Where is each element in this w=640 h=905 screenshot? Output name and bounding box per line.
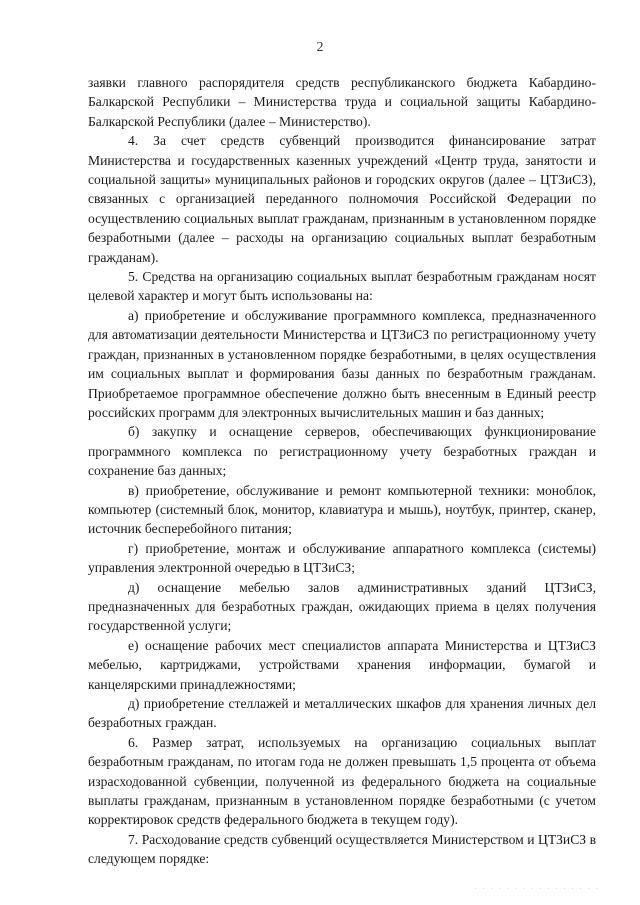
subitem-d-2: д) приобретение стеллажей и металлических шкафов для хранения личных дел безработных граждан.	[88, 696, 596, 731]
paragraph-item-5: 5. Средства на организацию социальных выплат безработным гражданам носят целевой характер и могут быть использованы на:	[88, 269, 596, 304]
subitem-v: в) приобретение, обслуживание и ремонт компьютерной техники: моноблок, компьютер (системный блок, монитор, клавиатура и мышь), ноутбук, принтер, сканер, источник бесперебойного питания;	[88, 482, 596, 537]
paragraph-item-6: 6. Размер затрат, используемых на организацию социальных выплат безработным гражданам, по итогам года не должен превышать 1,5 процента от объема израсходованной субвенции, полученной из федерального бюджета на социальные выплаты гражданам, признанным в установленном порядке безработными (с учетом корректировок средств федерального бюджета в текущем году).	[88, 734, 596, 828]
document-body	[88, 73, 596, 869]
paragraph-item-4: 4. За счет средств субвенций производится финансирование затрат Министерства и государственных казенных учреждений «Центр труда, занятости и социальной защиты» муниципальных районов и городских округов (далее – ЦТЗиСЗ), связанных с организацией переданного полномочия Российской Федерации по осуществлению социальных выплат гражданам, признанным в установленном порядке безработными (далее – расходы на организацию социальных выплат безработным гражданам).	[88, 133, 596, 265]
scan-artifact: · · · · · · · · · · · · · · · ·	[474, 885, 600, 893]
subitem-a: а) приобретение и обслуживание программного комплекса, предназначенного для автоматизации деятельности Министерства и ЦТЗиСЗ по регистрационному учету граждан, признанных в установленном порядке безработными, в целях осуществления им социальных выплат и формирования базы данных по безработным гражданам. Приобретаемое программное обеспечение должно быть внесенным в Единый реестр российских программ для электронных вычислительных машин и баз данных;	[88, 307, 596, 420]
paragraph-item-7: 7. Расходование средств субвенций осуществляется Министерством и ЦТЗиСЗ в следующем порядке:	[88, 831, 596, 867]
subitem-e: е) оснащение рабочих мест специалистов аппарата Министерства и ЦТЗиСЗ мебелью, картриджами, устройствами хранения информации, бумагой и канцелярскими принадлежностями;	[88, 637, 596, 692]
page-number: 2	[316, 40, 324, 55]
subitem-b: б) закупку и оснащение серверов, обеспечивающих функционирование программного комплекса по регистрационному учету безработных граждан и сохранение баз данных;	[88, 424, 596, 479]
subitem-g: г) приобретение, монтаж и обслуживание аппаратного комплекса (системы) управления электронной очередью в ЦТЗиСЗ;	[88, 540, 596, 576]
subitem-d: д) оснащение мебелью залов административных зданий ЦТЗиСЗ, предназначенных для безработных граждан, ожидающих приема в целях получения государственной услуги;	[88, 579, 596, 634]
paragraph-continuation: заявки главного распорядителя средств республиканского бюджета Кабардино-Балкарской Республики – Министерства труда и социальной защиты Кабардино-Балкарской Республики (далее – Министерство).	[88, 75, 596, 129]
